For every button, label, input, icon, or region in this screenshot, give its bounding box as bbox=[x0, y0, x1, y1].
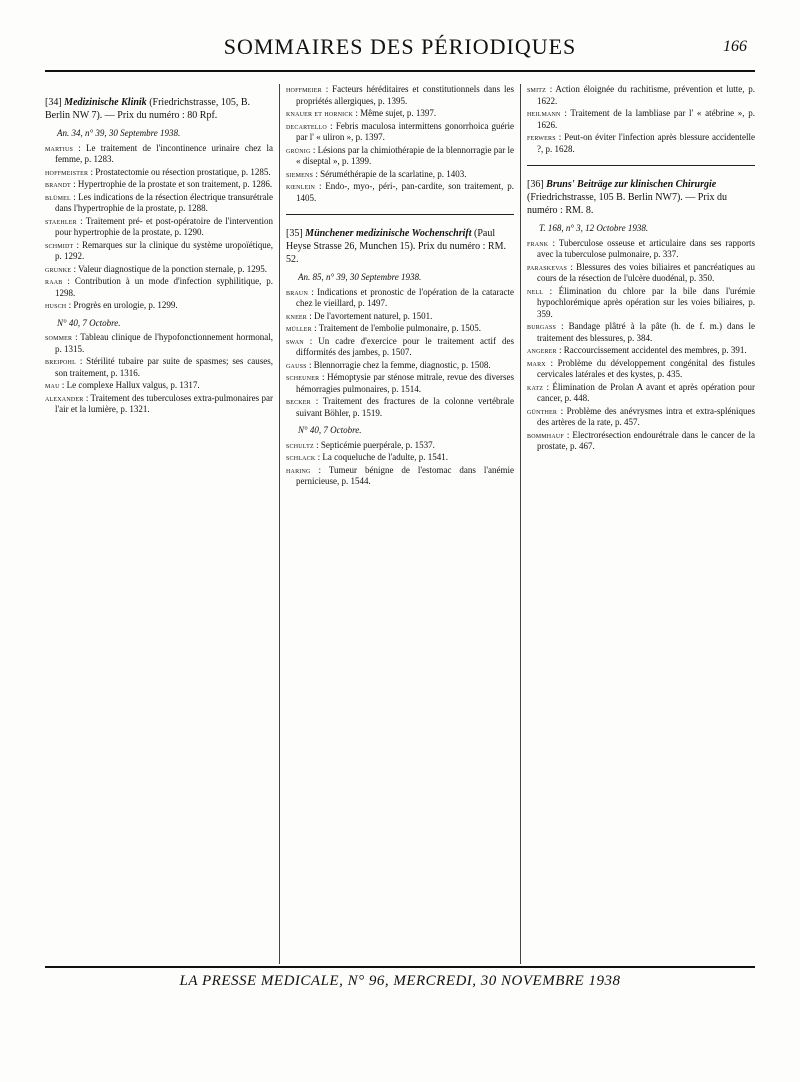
article-entry: günther : Problème des anévrysmes intra et extra-spléniques des artères de la rate, p. 457. bbox=[527, 405, 755, 427]
article-entry: decartello : Febris maculosa intermittens gonorrhoica guérie par l' « uliron », p. 1397. bbox=[286, 120, 514, 142]
article-entry: nell : Élimination du chlore par la bile dans l'urémie hypochlorémique après opération sur les voies biliaires, p. 359. bbox=[527, 285, 755, 319]
article-entry: gauss : Blennorragie chez la femme, diagnostic, p. 1508. bbox=[286, 359, 491, 370]
issue-heading: An. 85, n° 39, 30 Septembre 1938. bbox=[298, 272, 422, 282]
article-entry: raab : Contribution à un mode d'infection syphilitique, p. 1298. bbox=[45, 276, 273, 298]
article-entry: bommhauf : Electrorésection endourétrale dans le cancer de la prostate, p. 467. bbox=[527, 429, 755, 451]
article-entry: swan : Un cadre d'exercice pour le traitement actif des difformités des jambes, p. 1507. bbox=[286, 335, 514, 357]
article-entry: katz : Élimination de Prolan A avant et après opération pour cancer, p. 448. bbox=[527, 381, 755, 403]
article-entry: staehler : Traitement pré- et post-opératoire de l'intervention pour hypertrophie de la prostate, p. 1290. bbox=[45, 215, 273, 237]
article-entry: scheuner : Hémoptysie par sténose mitrale, revue des diverses hémorragies pulmonaires, p. 1514. bbox=[286, 372, 514, 394]
article-entry: sommer : Tableau clinique de l'hypofonctionnement hormonal, p. 1315. bbox=[45, 332, 273, 354]
page-number: 166 bbox=[723, 38, 747, 55]
article-entry: ferwers : Peut-on éviter l'infection après blessure accidentelle ?, p. 1628. bbox=[527, 132, 755, 154]
article-entry: hoffmeister : Prostatectomie ou résection prostatique, p. 1285. bbox=[45, 166, 271, 177]
page-title: SOMMAIRES DES PÉRIODIQUES bbox=[223, 34, 577, 59]
article-entry: smitz : Action éloignée du rachitisme, prévention et lutte, p. 1622. bbox=[527, 84, 755, 106]
issue-heading: T. 168, n° 3, 12 Octobre 1938. bbox=[539, 223, 649, 233]
article-entry: alexander : Traitement des tuberculoses extra-pulmonaires par l'air et la lumière, p. 1321. bbox=[45, 392, 273, 414]
article-entry: blümel : Les indications de la résection électrique transurétrale dans l'hypertrophie de la prostate, p. 1288. bbox=[45, 191, 273, 213]
article-entry: breipohl : Stérilité tubaire par suite de spasmes; ses causes, son traitement, p. 1316. bbox=[45, 356, 273, 378]
article-entry: knauer et hornick : Même sujet, p. 1397. bbox=[286, 108, 437, 118]
article-entry: müller : Traitement de l'embolie pulmonaire, p. 1505. bbox=[286, 323, 481, 333]
journal-heading: [34] Medizinische Klinik (Friedrichstrasse, 105, B. Berlin NW 7). — Prix du numéro : 80 Rpf. bbox=[45, 97, 251, 121]
article-entry: paraskevas : Blessures des voies biliaires et pancréatiques au cours de la résection de l'ulcère duodénal, p. 350. bbox=[527, 261, 755, 283]
article-entry: kœnlein : Endo-, myo-, péri-, pan-cardite, son traitement, p. 1405. bbox=[286, 181, 514, 203]
section-divider bbox=[286, 214, 514, 215]
section-divider bbox=[527, 165, 755, 166]
columns bbox=[45, 84, 755, 964]
column-3 bbox=[527, 84, 755, 964]
article-entry: siemens : Séruméthérapie de la scarlatine, p. 1403. bbox=[286, 168, 467, 179]
article-entry: grunke : Valeur diagnostique de la ponction sternale, p. 1295. bbox=[45, 263, 267, 274]
article-entry: angerer : Raccourcissement accidentel des membres, p. 391. bbox=[527, 345, 747, 355]
journal-heading: [36] Bruns' Beiträge zur klinischen Chirurgie (Friedrichstrasse, 105 B. Berlin NW7). — Prix du numéro : RM. 8. bbox=[527, 179, 727, 216]
article-entry: mau : Le complexe Hallux valgus, p. 1317. bbox=[45, 380, 200, 390]
article-entry: martius : Le traitement de l'incontinence urinaire chez la femme, p. 1283. bbox=[45, 142, 273, 164]
article-entry: schmidt : Remarques sur la clinique du système uropoïétique, p. 1292. bbox=[45, 239, 273, 261]
article-entry: heilmann : Traitement de la lambliase par l' « atébrine », p. 1626. bbox=[527, 108, 755, 130]
article-entry: schultz : Septicémie puerpérale, p. 1537. bbox=[286, 439, 435, 450]
issue-heading: N° 40, 7 Octobre. bbox=[57, 317, 121, 328]
article-entry: hoffmeier : Facteurs héréditaires et constitutionnels dans les propriétés allergiques, p. 1395. bbox=[286, 84, 514, 106]
journal-heading: [35] Münchener medizinische Wochenschrift (Paul Heyse Strasse 26, Munchen 15). Prix du numéro : RM. 52. bbox=[286, 228, 506, 265]
article-entry: braun : Indications et pronostic de l'opération de la cataracte chez le vieillard, p. 1497. bbox=[286, 286, 514, 308]
article-entry: husch : Progrès en urologie, p. 1299. bbox=[45, 300, 178, 310]
article-entry: becker : Traitement des fractures de la colonne vertébrale suivant Böhler, p. 1519. bbox=[286, 396, 514, 418]
article-entry: frank : Tuberculose osseuse et articulaire dans ses rapports avec la tuberculose pulmonaire, p. 337. bbox=[527, 237, 755, 259]
column-divider bbox=[279, 84, 280, 964]
footer-text: LA PRESSE MEDICALE, N° 96, MERCREDI, 30 NOVEMBRE 1938 bbox=[179, 973, 621, 989]
article-entry: brandt : Hypertrophie de la prostate et son traitement, p. 1286. bbox=[45, 179, 273, 189]
article-entry: grünig : Lésions par la chimiothérapie de la blennorragie par le « diseptal », p. 1399. bbox=[286, 144, 514, 166]
column-2 bbox=[286, 84, 514, 964]
article-entry: marx : Problème du développement congénital des fistules cervicales latérales et des kystes, p. 435. bbox=[527, 357, 755, 379]
issue-heading: An. 34, n° 39, 30 Septembre 1938. bbox=[57, 128, 181, 138]
page-header bbox=[45, 30, 755, 72]
article-entry: kneer : De l'avortement naturel, p. 1501. bbox=[286, 310, 433, 321]
column-divider bbox=[520, 84, 521, 964]
article-entry: haring : Tumeur bénigne de l'estomac dans l'anémie pernicieuse, p. 1544. bbox=[286, 464, 514, 486]
page-footer bbox=[45, 966, 755, 998]
article-entry: schlack : La coqueluche de l'adulte, p. 1541. bbox=[286, 452, 448, 462]
column-1 bbox=[45, 84, 273, 964]
article-entry: burgass : Bandage plâtré à la pâte (h. de f. m.) dans le traitement des blessures, p. 384. bbox=[527, 321, 755, 343]
issue-heading: N° 40, 7 Octobre. bbox=[298, 425, 362, 435]
